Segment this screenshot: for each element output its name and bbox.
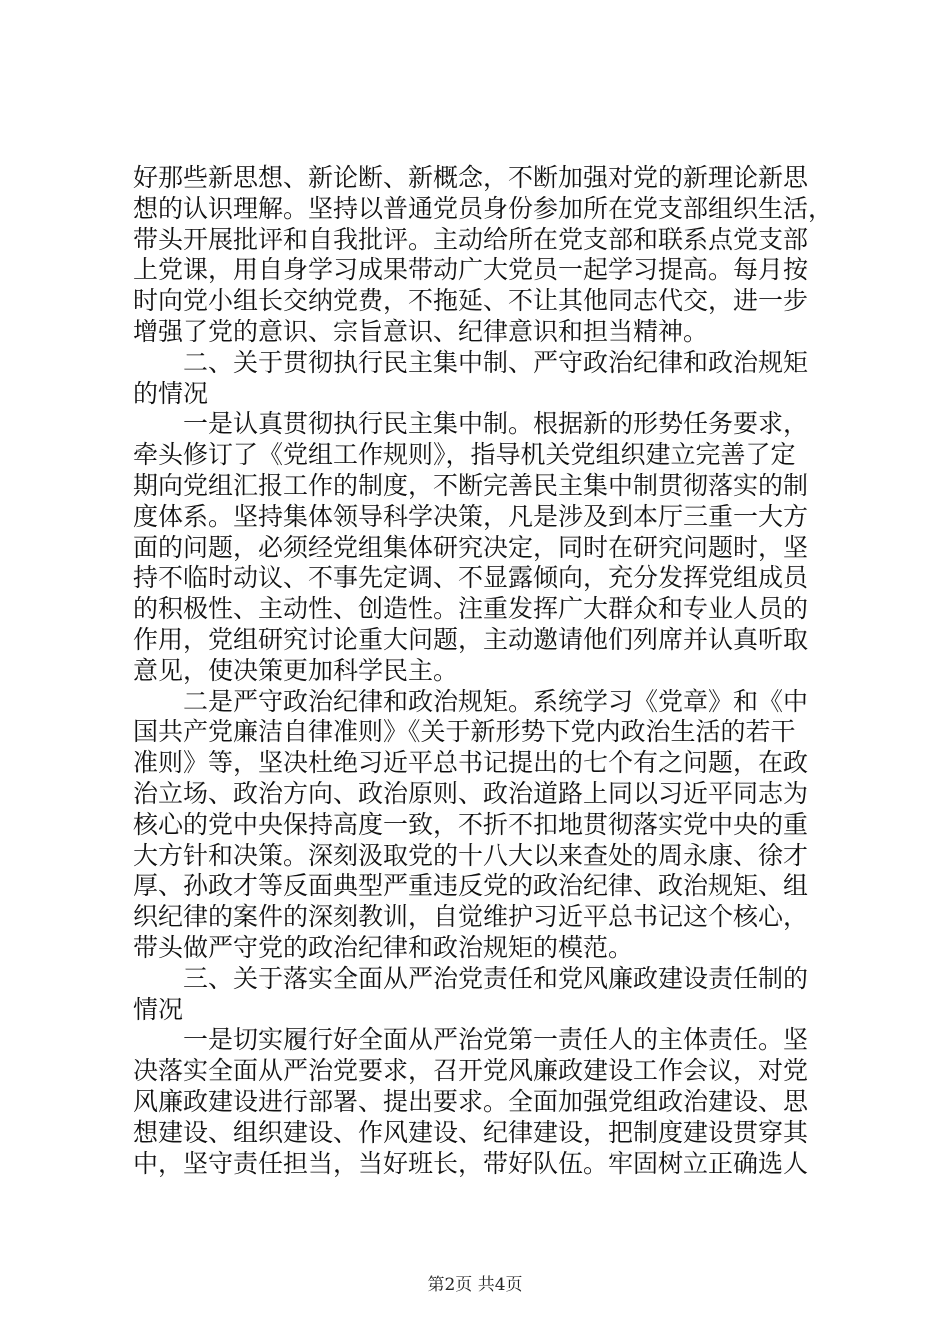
body-line: 想建设、组织建设、作风建设、纪律建设，把制度建设贯穿其: [133, 1117, 809, 1147]
body-line: 的积极性、主动性、创造性。注重发挥广大群众和专业人员的: [133, 594, 809, 624]
body-line: 想的认识理解。坚持以普通党员身份参加所在党支部组织生活，: [133, 193, 834, 223]
body-line: 牵头修订了《党组工作规则》，指导机关党组织建立完善了定: [133, 440, 796, 470]
body-line: 持不临时动议、不事先定调、不显露倾向，充分发挥党组成员: [133, 563, 809, 593]
section-heading-continued: 的情况: [133, 378, 209, 408]
body-line: 意见，使决策更加科学民主。: [133, 655, 459, 685]
body-line: 准则》等，坚决杜绝习近平总书记提出的七个有之问题，在政: [133, 748, 809, 778]
paragraph-start: 二是严守政治纪律和政治规矩。系统学习《党章》和《中: [183, 686, 809, 716]
body-line: 作用，党组研究讨论重大问题，主动邀请他们列席并认真听取: [133, 624, 809, 654]
section-heading-continued: 情况: [133, 994, 184, 1024]
body-line: 核心的党中央保持高度一致，不折不扣地贯彻落实党中央的重: [133, 809, 809, 839]
body-line: 中，坚守责任担当，当好班长，带好队伍。牢固树立正确选人: [133, 1148, 809, 1178]
body-line: 治立场、政治方向、政治原则、政治道路上同以习近平同志为: [133, 778, 809, 808]
body-line: 面的问题，必须经党组集体研究决定，同时在研究问题时，坚: [133, 532, 809, 562]
paragraph-start: 一是切实履行好全面从严治党第一责任人的主体责任。坚: [183, 1025, 809, 1055]
body-line: 期向党组汇报工作的制度，不断完善民主集中制贯彻落实的制: [133, 470, 809, 500]
body-line: 大方针和决策。深刻汲取党的十八大以来查处的周永康、徐才: [133, 840, 809, 870]
body-line: 上党课，用自身学习成果带动广大党员一起学习提高。每月按: [133, 255, 809, 285]
body-line: 增强了党的意识、宗旨意识、纪律意识和担当精神。: [133, 316, 709, 346]
body-line: 带头开展批评和自我批评。主动给所在党支部和联系点党支部: [133, 224, 809, 254]
body-line: 好那些新思想、新论断、新概念，不断加强对党的新理论新思: [133, 163, 809, 192]
body-line: 国共产党廉洁自律准则》《关于新形势下党内政治生活的若干: [133, 717, 796, 747]
body-line: 风廉政建设进行部署、提出要求。全面加强党组政治建设、思: [133, 1086, 809, 1116]
section-heading: 三、关于落实全面从严治党责任和党风廉政建设责任制的: [183, 963, 809, 993]
body-line: 带头做严守党的政治纪律和政治规矩的模范。: [133, 932, 634, 962]
body-line: 织纪律的案件的深刻教训，自觉维护习近平总书记这个核心，: [133, 902, 809, 932]
page-number-footer: 第2页 共4页: [427, 1275, 523, 1295]
body-line: 决落实全面从严治党要求，召开党风廉政建设工作会议，对党: [133, 1056, 809, 1086]
body-line: 厚、孙政才等反面典型严重违反党的政治纪律、政治规矩、组: [133, 871, 809, 901]
paragraph-start: 一是认真贯彻执行民主集中制。根据新的形势任务要求，: [183, 409, 809, 439]
section-heading: 二、关于贯彻执行民主集中制、严守政治纪律和政治规矩: [183, 347, 809, 377]
body-line: 度体系。坚持集体领导科学决策，凡是涉及到本厅三重一大方: [133, 501, 809, 531]
body-line: 时向党小组长交纳党费，不拖延、不让其他同志代交，进一步: [133, 286, 809, 316]
document-body: [133, 163, 833, 1179]
